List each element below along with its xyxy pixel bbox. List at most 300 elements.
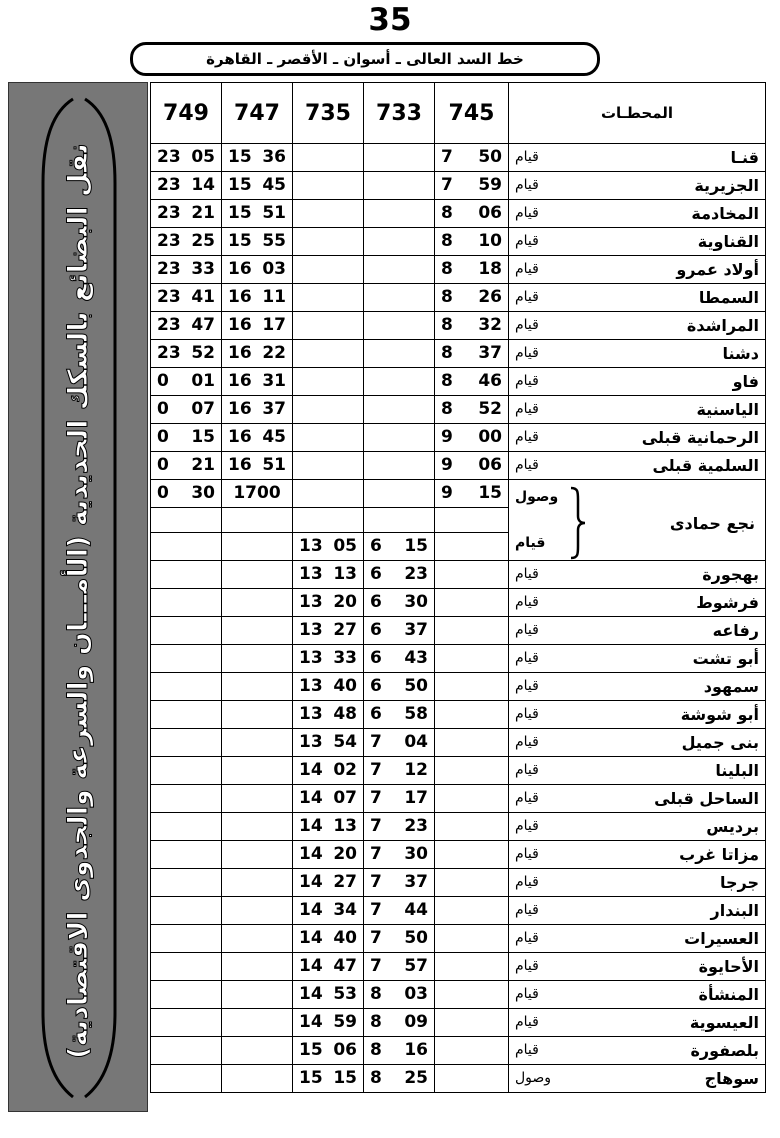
time-733: [364, 897, 435, 925]
time-745: [435, 813, 509, 841]
station-cell: [509, 645, 766, 673]
time-745: [435, 256, 509, 284]
time-749: [151, 729, 222, 757]
station-cell: [509, 368, 766, 396]
time-value: [151, 144, 221, 171]
station-wrap: [509, 729, 765, 756]
station-cell: [509, 452, 766, 480]
time-747: [222, 452, 293, 480]
hour: 13: [299, 732, 323, 752]
time-value: [293, 897, 363, 924]
minute: 47: [333, 956, 357, 976]
time-735: [293, 785, 364, 813]
hour: 16: [228, 371, 252, 391]
table-row: [151, 1065, 766, 1093]
time-749: [151, 981, 222, 1009]
station-cell: [509, 953, 766, 981]
time-value: [364, 757, 434, 784]
hour: 9: [441, 455, 453, 475]
time-749: [151, 785, 222, 813]
station-name: بنى جميل: [681, 733, 759, 752]
event-type: قيام: [515, 205, 539, 221]
station-name: البندار: [710, 901, 759, 920]
minute: 10: [478, 231, 502, 251]
time-value: [364, 841, 434, 868]
time-749: [151, 452, 222, 480]
minute: 55: [262, 231, 286, 251]
event-type: قيام: [515, 566, 539, 582]
station-name: البلينا: [715, 761, 759, 780]
time-749: [151, 925, 222, 953]
event-type: قيام: [515, 622, 539, 638]
station-name: المراشدة: [686, 316, 759, 335]
time-735: [293, 673, 364, 701]
hour: 8: [441, 371, 453, 391]
time-747: [222, 673, 293, 701]
time-value: [293, 533, 363, 560]
time-735: [293, 701, 364, 729]
time-735: [293, 312, 364, 340]
time-747: [222, 813, 293, 841]
time-733: [364, 645, 435, 673]
time-value: [293, 925, 363, 952]
station-cell: [509, 172, 766, 200]
station-name: بلصفورة: [690, 1041, 759, 1060]
station-cell: [509, 340, 766, 368]
side-slogan-panel: [8, 82, 148, 1112]
event-arrival: وصول: [515, 489, 559, 505]
minute: 59: [478, 175, 502, 195]
hour: 7: [441, 147, 453, 167]
station-cell: [509, 396, 766, 424]
time-value: [222, 312, 292, 339]
time-value: [151, 228, 221, 255]
minute: 30: [191, 483, 215, 503]
minute: 03: [404, 984, 428, 1004]
hour: 23: [157, 175, 181, 195]
station-wrap: [509, 144, 765, 171]
hour: 7: [370, 844, 382, 864]
station-name: الرحمانية قبلى: [641, 428, 759, 447]
event-type: قيام: [515, 149, 539, 165]
event-type: قيام: [515, 261, 539, 277]
time-733: [364, 340, 435, 368]
minute: 13: [333, 564, 357, 584]
time-747: [222, 701, 293, 729]
time-747: [222, 480, 293, 508]
hour: 8: [441, 231, 453, 251]
time-735: [293, 1009, 364, 1037]
minute: 37: [478, 343, 502, 363]
time-745: [435, 284, 509, 312]
minute: 15: [478, 483, 502, 503]
time-749: [151, 673, 222, 701]
hour: 7: [370, 900, 382, 920]
hour: 23: [157, 343, 181, 363]
time-733: [364, 396, 435, 424]
hour: 16: [228, 315, 252, 335]
time-value: [222, 424, 292, 451]
time-value: [364, 1037, 434, 1064]
hour: 13: [299, 536, 323, 556]
hour: 23: [157, 315, 181, 335]
time-745: [435, 673, 509, 701]
station-cell: [509, 757, 766, 785]
train-747-header: 747: [222, 83, 293, 144]
station-wrap: [509, 925, 765, 952]
empty-cell: [293, 508, 364, 533]
station-cell: [509, 673, 766, 701]
time-value: [364, 645, 434, 672]
time-745: [435, 897, 509, 925]
table-row: [151, 561, 766, 589]
empty-cell: [435, 508, 509, 533]
time-749: [151, 897, 222, 925]
time-value: [293, 1009, 363, 1036]
station-name: السلمية قبلى: [652, 456, 759, 475]
timetable: [150, 82, 766, 1093]
hour: 7: [370, 760, 382, 780]
hour: 8: [441, 287, 453, 307]
time-733: [364, 1037, 435, 1065]
minute: 01: [191, 371, 215, 391]
time-747: [222, 645, 293, 673]
time-733: [364, 841, 435, 869]
event-type: قيام: [515, 233, 539, 249]
time-745: [435, 561, 509, 589]
hour: 13: [299, 676, 323, 696]
minute: 51: [262, 455, 286, 475]
time-735: [293, 480, 364, 508]
time-value: [293, 673, 363, 700]
event-type: قيام: [515, 846, 539, 862]
minute: 30: [404, 844, 428, 864]
time-value: [293, 645, 363, 672]
time-735: [293, 813, 364, 841]
time-749: [151, 1037, 222, 1065]
time-value: [435, 396, 508, 423]
time-value: [151, 172, 221, 199]
hour: 6: [370, 536, 382, 556]
hour: 13: [299, 564, 323, 584]
time-value: [364, 813, 434, 840]
hour: 14: [299, 844, 323, 864]
time-747: [222, 368, 293, 396]
time-733: [364, 701, 435, 729]
time-value: [435, 340, 508, 367]
table-row: [151, 953, 766, 981]
table-row: [151, 200, 766, 228]
minute: 41: [191, 287, 215, 307]
time-747: [222, 228, 293, 256]
time-value: [364, 617, 434, 644]
hour: 8: [441, 259, 453, 279]
minute: 23: [404, 816, 428, 836]
event-type: قيام: [515, 594, 539, 610]
time-value: [293, 1037, 363, 1064]
time-749: [151, 841, 222, 869]
time-value: [222, 200, 292, 227]
time-735: [293, 144, 364, 172]
minute: 30: [404, 592, 428, 612]
time-745: [435, 1065, 509, 1093]
event-type: قيام: [515, 762, 539, 778]
hour: 1700: [233, 483, 281, 503]
station-name: الأحايوة: [698, 957, 759, 976]
station-name: مزاتا غرب: [679, 845, 759, 864]
hour: 23: [157, 147, 181, 167]
time-value: [435, 284, 508, 311]
time-735: [293, 228, 364, 256]
hour: 14: [299, 956, 323, 976]
time-733: [364, 785, 435, 813]
event-departure: قيام: [515, 535, 546, 551]
time-745: [435, 533, 509, 561]
table-row: [151, 452, 766, 480]
hour: 13: [299, 592, 323, 612]
table-row: [151, 813, 766, 841]
time-745: [435, 1009, 509, 1037]
time-733: [364, 256, 435, 284]
time-value: [435, 172, 508, 199]
time-733: [364, 953, 435, 981]
time-733: [364, 172, 435, 200]
minute: 50: [478, 147, 502, 167]
time-value: [222, 452, 292, 479]
time-value: [222, 284, 292, 311]
time-749: [151, 284, 222, 312]
minute: 18: [478, 259, 502, 279]
station-wrap: [509, 645, 765, 672]
time-733: [364, 200, 435, 228]
station-cell: [509, 284, 766, 312]
minute: 51: [262, 203, 286, 223]
train-733-header: 733: [364, 83, 435, 144]
station-wrap: [509, 424, 765, 451]
station-wrap: [509, 757, 765, 784]
time-value: [222, 144, 292, 171]
minute: 47: [191, 315, 215, 335]
minute: 33: [333, 648, 357, 668]
minute: 40: [333, 676, 357, 696]
time-735: [293, 340, 364, 368]
time-745: [435, 200, 509, 228]
station-cell: [509, 617, 766, 645]
time-value: [222, 480, 292, 507]
time-733: [364, 424, 435, 452]
time-value: [364, 1065, 434, 1092]
hour: 23: [157, 259, 181, 279]
station-cell: [509, 785, 766, 813]
time-733: [364, 813, 435, 841]
minute: 06: [478, 203, 502, 223]
station-cell: [509, 1009, 766, 1037]
hour: 7: [370, 872, 382, 892]
time-745: [435, 953, 509, 981]
table-row: [151, 312, 766, 340]
time-747: [222, 144, 293, 172]
time-745: [435, 1037, 509, 1065]
event-type: قيام: [515, 373, 539, 389]
time-745: [435, 869, 509, 897]
table-row: [151, 981, 766, 1009]
minute: 17: [404, 788, 428, 808]
station-cell: [509, 869, 766, 897]
time-735: [293, 617, 364, 645]
time-745: [435, 617, 509, 645]
hour: 8: [441, 315, 453, 335]
table-row: [151, 869, 766, 897]
station-name: الياسنية: [696, 400, 759, 419]
time-value: [435, 228, 508, 255]
time-value: [151, 396, 221, 423]
station-cell: [509, 1065, 766, 1093]
station-name: أبو شوشة: [680, 705, 759, 724]
station-name: دشنا: [722, 344, 759, 363]
time-value: [435, 200, 508, 227]
time-value: [364, 701, 434, 728]
station-cell: [509, 144, 766, 172]
time-735: [293, 1037, 364, 1065]
time-value: [222, 396, 292, 423]
station-name: المنشأة: [698, 985, 759, 1004]
hour: 14: [299, 760, 323, 780]
minute: 26: [478, 287, 502, 307]
time-745: [435, 981, 509, 1009]
time-value: [293, 841, 363, 868]
stations-header: المحطـات: [509, 83, 766, 144]
minute: 46: [478, 371, 502, 391]
minute: 11: [262, 287, 286, 307]
line-title: خط السد العالى ـ أسوان ـ الأقصر ـ القاهرة: [130, 42, 600, 76]
time-745: [435, 368, 509, 396]
hour: 16: [228, 455, 252, 475]
time-745: [435, 172, 509, 200]
time-749: [151, 368, 222, 396]
time-749: [151, 533, 222, 561]
table-row: [151, 897, 766, 925]
table-row: [151, 172, 766, 200]
time-value: [364, 561, 434, 588]
station-wrap: [509, 200, 765, 227]
hour: 16: [228, 399, 252, 419]
station-name: المخادمة: [691, 204, 759, 223]
minute: 15: [191, 427, 215, 447]
time-value: [151, 368, 221, 395]
minute: 36: [262, 147, 286, 167]
header-row: [151, 83, 766, 144]
time-735: [293, 424, 364, 452]
table-row: [151, 673, 766, 701]
train-745-header: 745: [435, 83, 509, 144]
minute: 02: [333, 760, 357, 780]
station-wrap: [509, 256, 765, 283]
event-type: قيام: [515, 986, 539, 1002]
time-745: [435, 785, 509, 813]
event-type: قيام: [515, 345, 539, 361]
hour: 13: [299, 704, 323, 724]
time-747: [222, 200, 293, 228]
event-type: قيام: [515, 818, 539, 834]
time-749: [151, 172, 222, 200]
station-wrap: [509, 561, 765, 588]
time-value: [151, 284, 221, 311]
time-value: [364, 953, 434, 980]
hour: 16: [228, 343, 252, 363]
minute: 33: [191, 259, 215, 279]
time-747: [222, 589, 293, 617]
station-name: بهجورة: [702, 565, 759, 584]
time-value: [435, 452, 508, 479]
minute: 54: [333, 732, 357, 752]
minute: 09: [404, 1012, 428, 1032]
hour: 8: [441, 399, 453, 419]
station-wrap: [509, 452, 765, 479]
time-733: [364, 480, 435, 508]
time-value: [222, 256, 292, 283]
hour: 15: [228, 231, 252, 251]
minute: 21: [191, 203, 215, 223]
station-cell: [509, 981, 766, 1009]
time-733: [364, 228, 435, 256]
time-735: [293, 561, 364, 589]
station-cell: [509, 813, 766, 841]
time-value: [293, 953, 363, 980]
time-747: [222, 1065, 293, 1093]
time-value: [435, 480, 508, 507]
time-747: [222, 729, 293, 757]
minute: 12: [404, 760, 428, 780]
station-cell: [509, 701, 766, 729]
minute: 23: [404, 564, 428, 584]
minute: 27: [333, 872, 357, 892]
table-row: [151, 144, 766, 172]
table-row: [151, 589, 766, 617]
time-735: [293, 981, 364, 1009]
station-cell: [509, 561, 766, 589]
minute: 40: [333, 928, 357, 948]
minute: 04: [404, 732, 428, 752]
time-745: [435, 144, 509, 172]
event-type: قيام: [515, 401, 539, 417]
time-747: [222, 953, 293, 981]
minute: 58: [404, 704, 428, 724]
time-733: [364, 1009, 435, 1037]
time-value: [364, 925, 434, 952]
minute: 48: [333, 704, 357, 724]
event-type: قيام: [515, 177, 539, 193]
empty-cell: [151, 508, 222, 533]
event-type: قيام: [515, 930, 539, 946]
page-number: 35: [368, 2, 412, 38]
time-735: [293, 368, 364, 396]
time-735: [293, 757, 364, 785]
station-name: الساحل قبلى: [654, 789, 759, 808]
time-value: [293, 981, 363, 1008]
event-type: قيام: [515, 790, 539, 806]
station-wrap: [509, 172, 765, 199]
empty-cell: [364, 508, 435, 533]
minute: 27: [333, 620, 357, 640]
time-value: [151, 200, 221, 227]
station-name: برديس: [706, 817, 759, 836]
event-type: قيام: [515, 1014, 539, 1030]
minute: 37: [404, 620, 428, 640]
time-749: [151, 757, 222, 785]
time-745: [435, 396, 509, 424]
minute: 50: [404, 928, 428, 948]
time-749: [151, 1009, 222, 1037]
